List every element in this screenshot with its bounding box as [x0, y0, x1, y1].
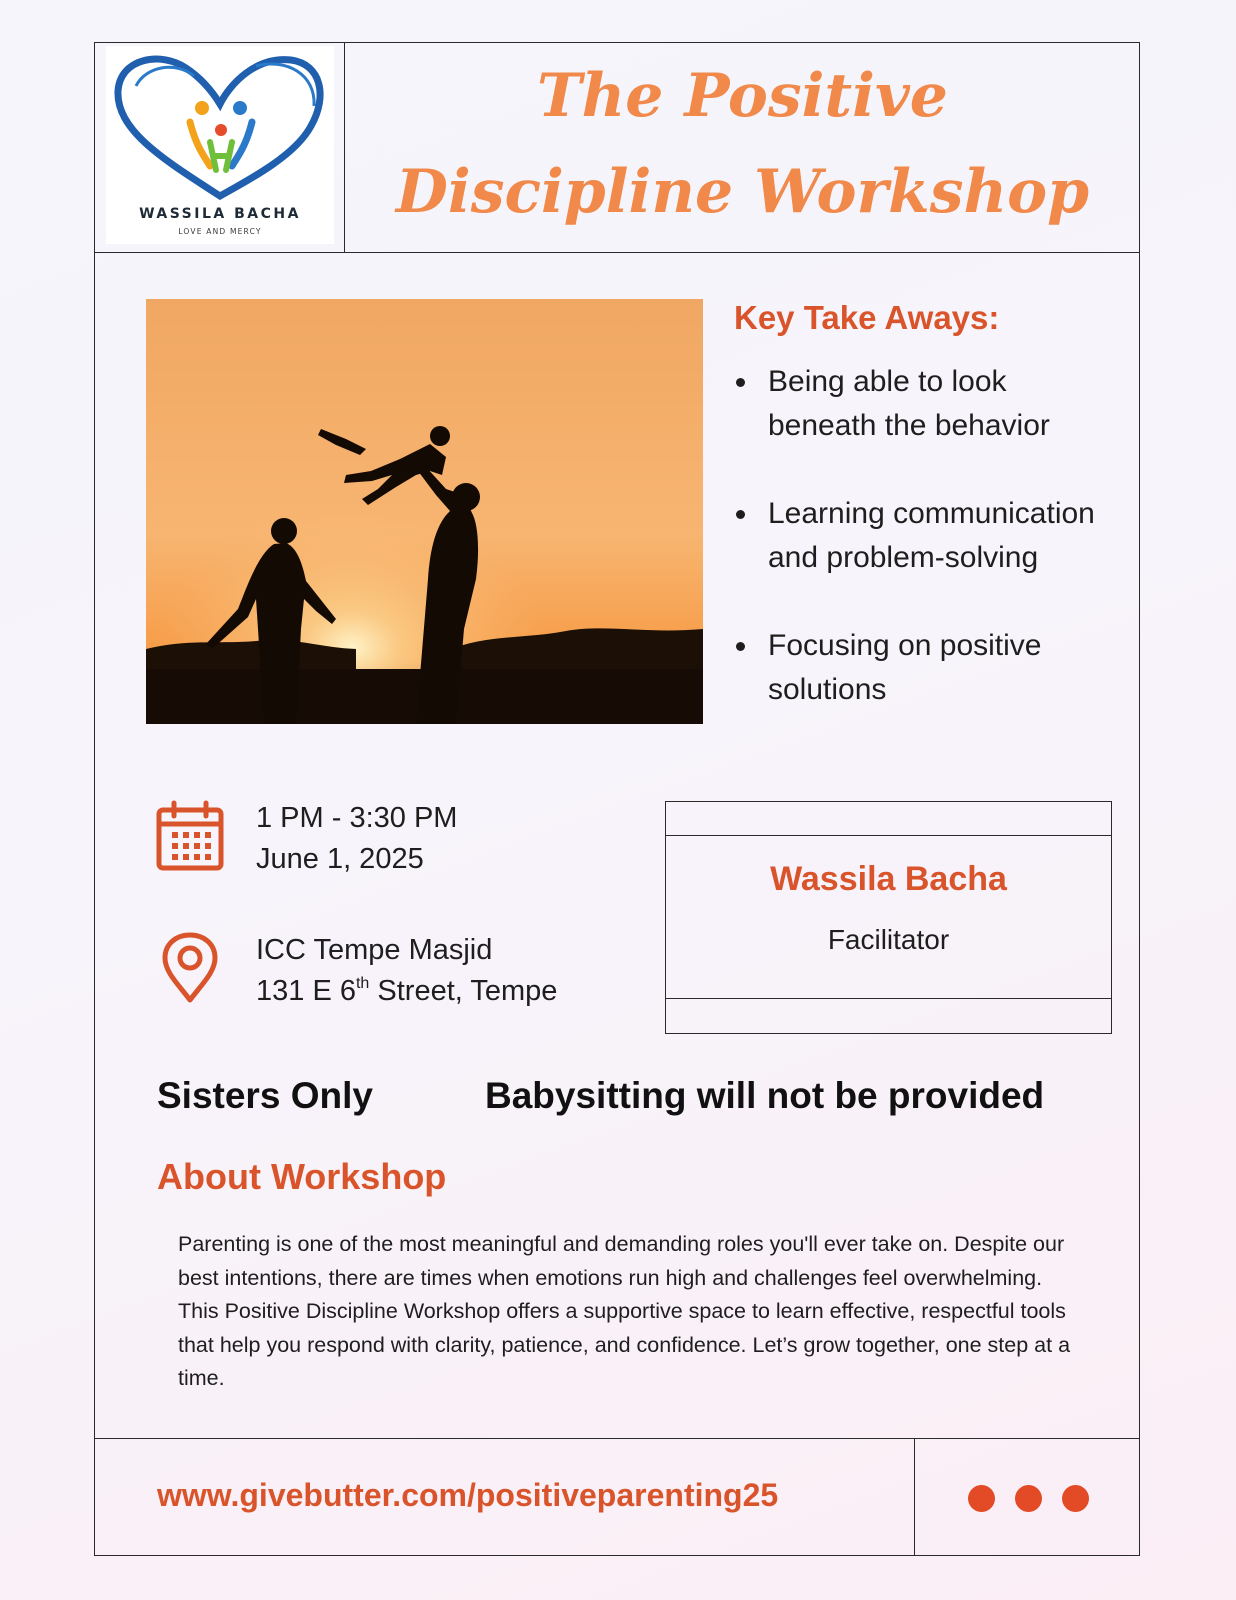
facilitator-role: Facilitator	[827, 924, 950, 955]
family-silhouette-sunset-image	[146, 299, 703, 724]
takeaway-line2: solutions	[768, 673, 887, 706]
event-datetime	[256, 798, 457, 880]
takeaway-item	[734, 492, 1134, 580]
takeaway-line1: Focusing on positive	[768, 629, 1042, 662]
footer-vertical-divider	[914, 1438, 915, 1556]
takeaway-line1: Being able to look	[768, 365, 1007, 398]
childcare-note: Babysitting will not be provided	[485, 1075, 1045, 1116]
calendar-icon	[156, 800, 224, 872]
facilitator-card-bottom-rule	[665, 998, 1112, 999]
logo	[106, 46, 334, 244]
decorative-dot-icon	[968, 1485, 995, 1512]
venue-address: 131 E 6th Street, Tempe	[256, 975, 558, 1007]
facilitator-card-top-rule	[665, 835, 1112, 836]
about-body: Parenting is one of the most meaningful and demanding roles you'll ever take on. Despite our best intentions, there are times when emotions run high and challenges feel overwhelming. This Positive Discipline Workshop offers a supportive space to learn effective, respectful tools that help you respond with clarity, patience, and confidence. Let’s grow together, one step at a time.	[178, 1232, 1071, 1390]
event-location	[256, 930, 557, 1012]
takeaway-line2: beneath the behavior	[768, 409, 1050, 442]
event-time: 1 PM - 3:30 PM	[256, 802, 458, 834]
audience-note: Sisters Only	[157, 1075, 373, 1116]
workshop-title-line1: The Positive	[537, 61, 948, 131]
decorative-dot-icon	[1015, 1485, 1042, 1512]
location-pin-icon	[160, 932, 220, 1004]
takeaways-heading: Key Take Aways:	[734, 299, 1000, 336]
logo-tagline: LOVE AND MERCY	[178, 227, 262, 236]
venue-name: ICC Tempe Masjid	[256, 934, 493, 966]
takeaway-line1: Learning communication	[768, 497, 1095, 530]
header-divider	[94, 252, 1140, 253]
heart-family-icon	[106, 46, 334, 206]
workshop-title-line2: Discipline Workshop	[395, 157, 1090, 227]
logo-name: WASSILA BACHA	[139, 206, 301, 222]
facilitator-name: Wassila Bacha	[770, 860, 1007, 898]
takeaway-item	[734, 624, 1134, 712]
takeaways-list	[734, 360, 1134, 756]
footer-divider	[94, 1438, 1140, 1439]
takeaway-line2: and problem-solving	[768, 541, 1039, 574]
about-heading: About Workshop	[157, 1156, 447, 1197]
takeaway-item	[734, 360, 1134, 448]
registration-link[interactable]: www.givebutter.com/positiveparenting25	[157, 1477, 779, 1513]
decorative-dot-icon	[1062, 1485, 1089, 1512]
event-date: June 1, 2025	[256, 843, 424, 875]
